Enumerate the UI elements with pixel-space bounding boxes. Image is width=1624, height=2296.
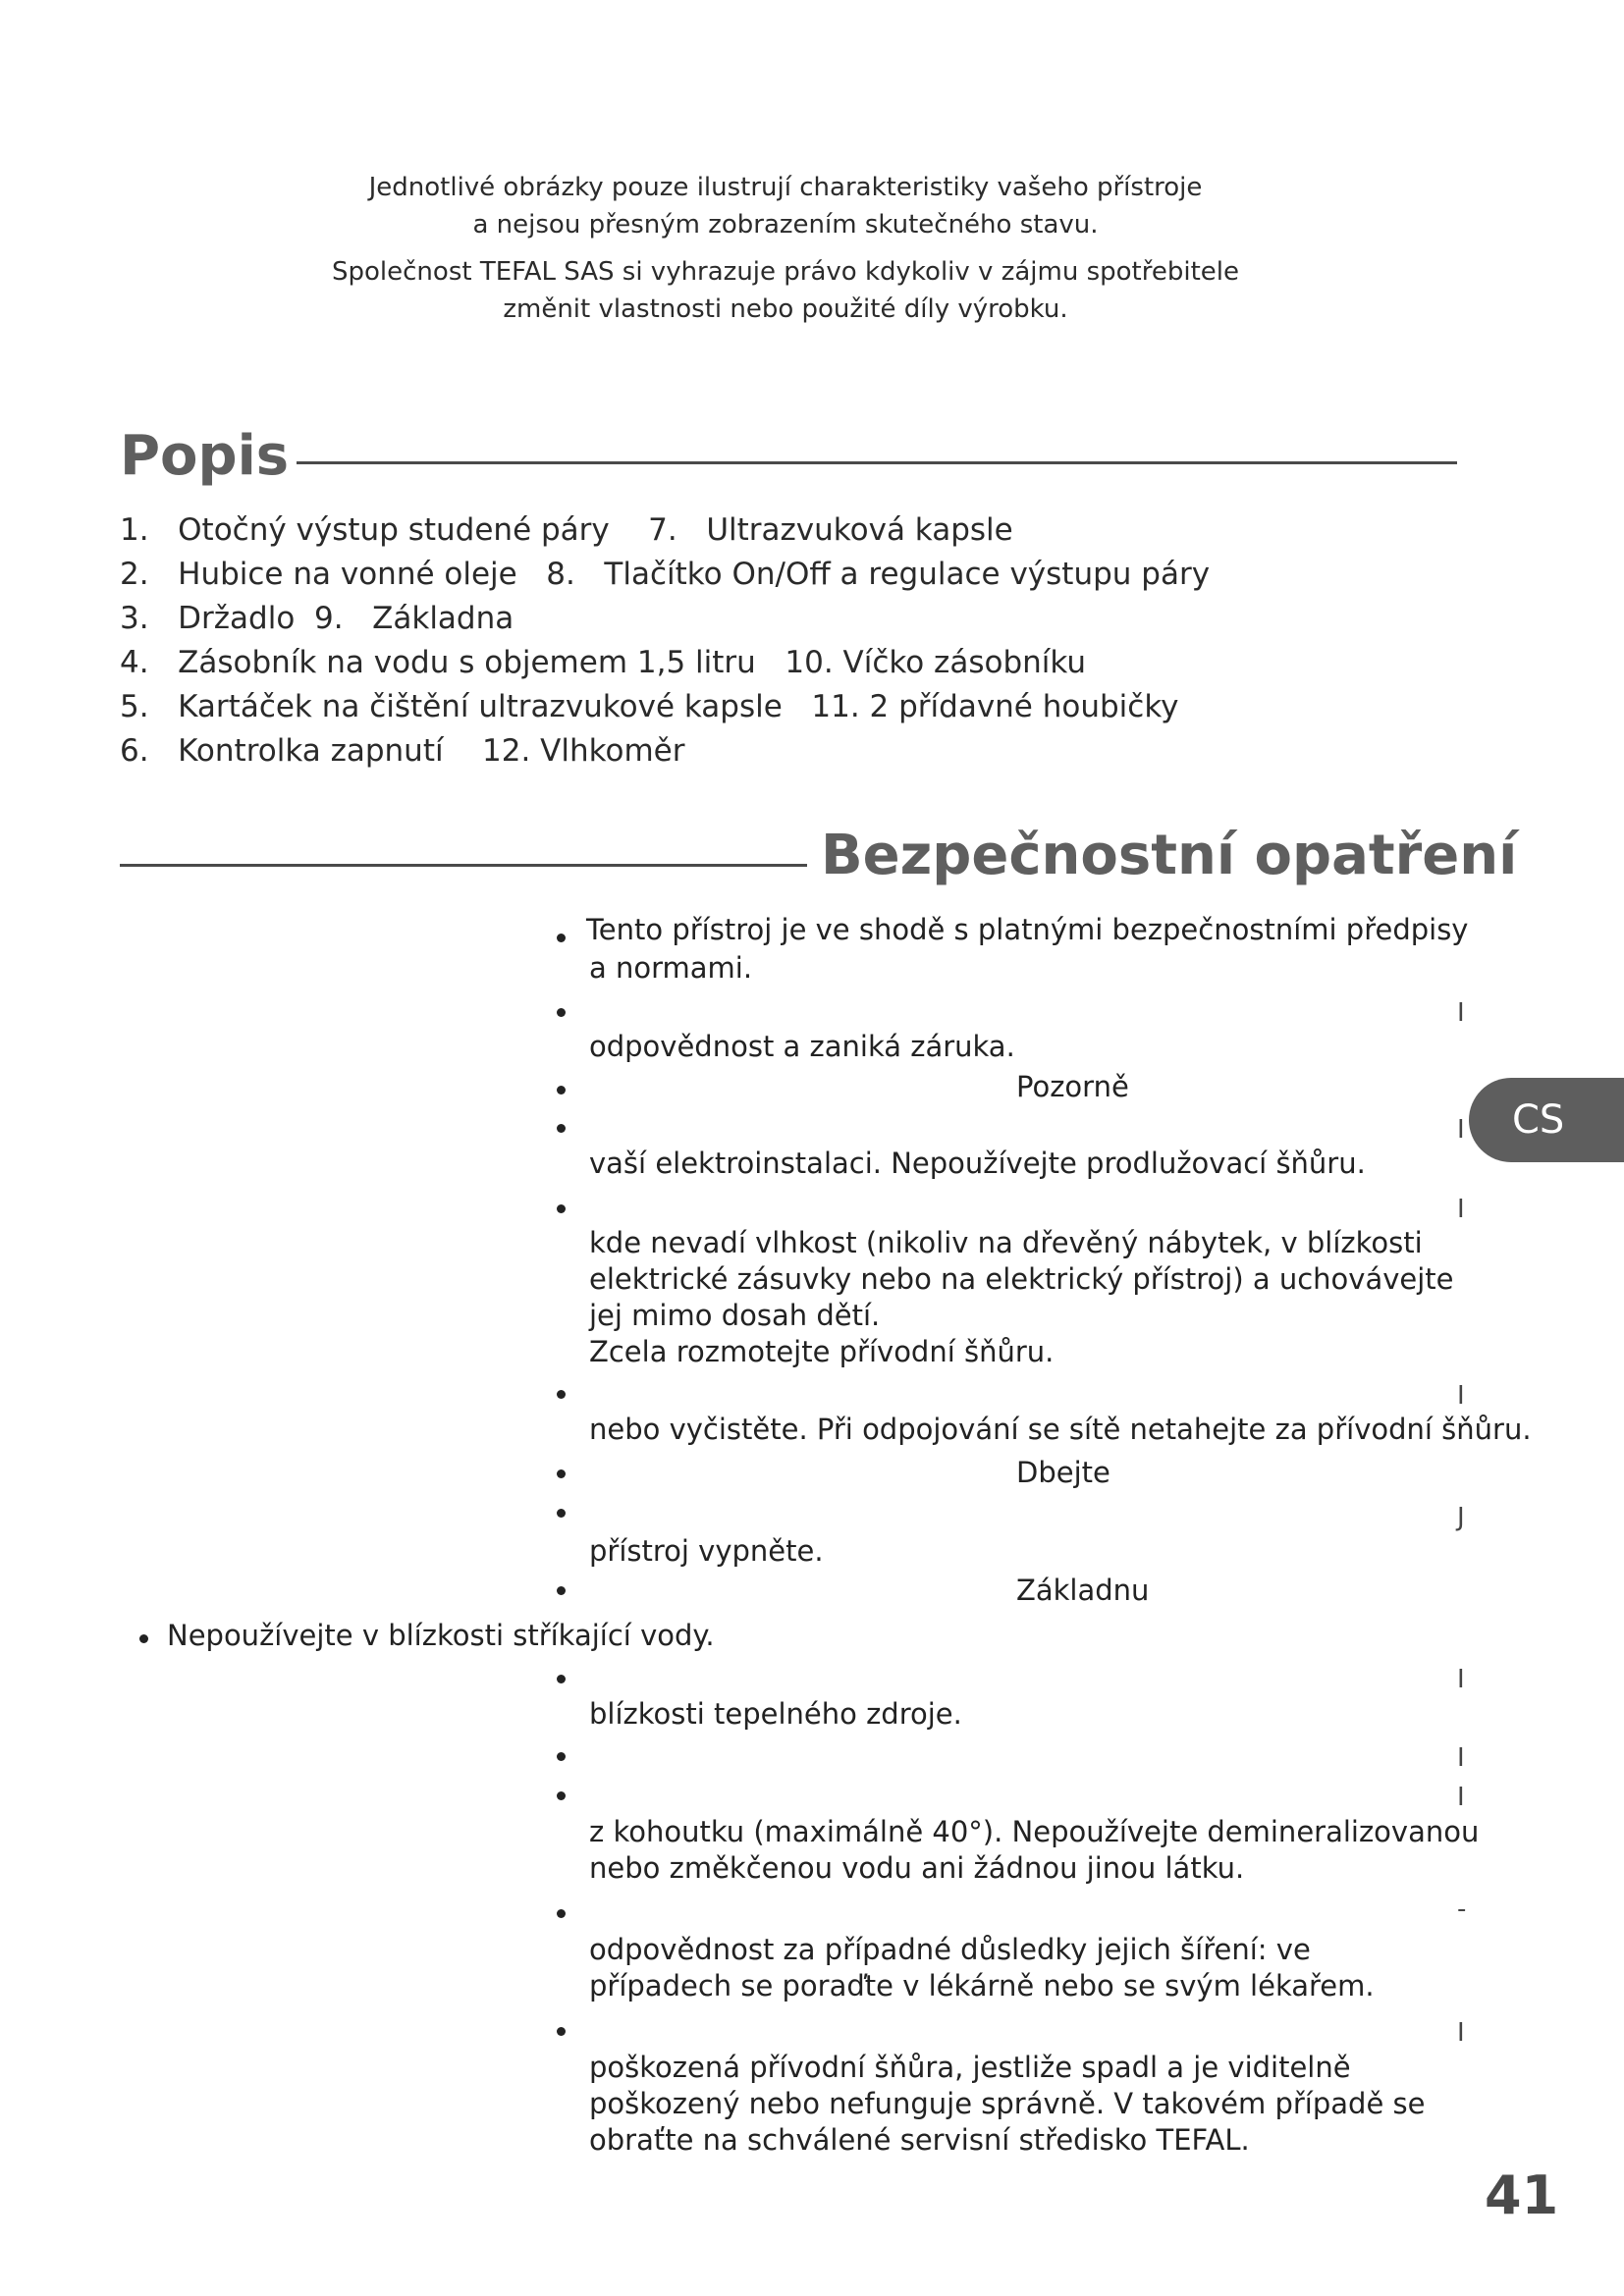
- safety-text: kde nevadí vlhkost (nikoliv na dřevěný nábytek, v blízkosti: [589, 1226, 1423, 1259]
- edge-mark: I: [1457, 1743, 1465, 1773]
- language-tab-label: CS: [1512, 1097, 1565, 1143]
- safety-text: obraťte na schválené servisní středisko TEFAL.: [589, 2123, 1250, 2157]
- edge-mark: I: [1457, 1195, 1465, 1224]
- page-number: 41: [1485, 2164, 1559, 2226]
- safety-text: Nepoužívejte v blízkosti stříkající vody.: [167, 1619, 715, 1652]
- bullet-icon: [555, 1584, 568, 1598]
- popis-divider: [297, 461, 1457, 464]
- bullet-icon: [555, 1468, 568, 1481]
- safety-text: z kohoutku (maximálně 40°). Nepoužívejte demineralizovanou: [589, 1815, 1480, 1848]
- safety-text: Tento přístroj je ve shodě s platnými bezpečnostními předpisy: [586, 913, 1469, 946]
- bullet-icon: [555, 932, 568, 945]
- safety-text: a normami.: [589, 951, 753, 985]
- bullet-icon: [555, 1084, 568, 1097]
- bullet-icon: [555, 1507, 568, 1521]
- safety-text: případech se poraďte v lékárně nebo se svým lékařem.: [589, 1969, 1375, 2002]
- safety-text: nebo vyčistěte. Při odpojování se sítě netahejte za přívodní šňůru.: [589, 1413, 1532, 1446]
- safety-text: Dbejte: [1016, 1456, 1110, 1489]
- intro-line-2: a nejsou přesným zobrazením skutečného stavu.: [472, 210, 1099, 240]
- safety-text: odpovědnost za případné důsledky jejich šíření: ve: [589, 1933, 1311, 1966]
- bullet-icon: [555, 1789, 568, 1803]
- edge-mark: I: [1457, 1115, 1465, 1145]
- safety-text: odpovědnost a zaniká záruka.: [589, 1030, 1015, 1063]
- description-item: 1. Otočný výstup studené páry 7. Ultrazvuková kapsle: [120, 512, 1013, 548]
- bullet-icon: [555, 2025, 568, 2039]
- bullet-icon: [555, 1907, 568, 1921]
- description-item: 3. Držadlo 9. Základna: [120, 601, 514, 636]
- bullet-icon: [555, 1202, 568, 1216]
- safety-text: blízkosti tepelného zdroje.: [589, 1697, 962, 1731]
- intro-line-1: Jednotlivé obrázky pouze ilustrují charakteristiky vašeho přístroje: [368, 173, 1203, 202]
- edge-mark: I: [1457, 2018, 1465, 2048]
- safety-text: Základnu: [1016, 1574, 1150, 1607]
- bullet-icon: [555, 1388, 568, 1402]
- safety-text: poškozená přívodní šňůra, jestliže spadl a je viditelně: [589, 2051, 1351, 2084]
- bullet-icon: [137, 1632, 151, 1646]
- edge-mark: J: [1457, 1503, 1465, 1532]
- bullet-icon: [555, 1122, 568, 1136]
- safety-text: jej mimo dosah dětí.: [589, 1299, 881, 1332]
- edge-mark: I: [1457, 1783, 1465, 1812]
- description-item: 5. Kartáček na čištění ultrazvukové kapsle 11. 2 přídavné houbičky: [120, 689, 1179, 724]
- intro-line-3: Společnost TEFAL SAS si vyhrazuje právo kdykoliv v zájmu spotřebitele: [332, 257, 1239, 287]
- safety-text: Pozorně: [1016, 1070, 1129, 1103]
- description-item: 2. Hubice na vonné oleje 8. Tlačítko On/Off a regulace výstupu páry: [120, 557, 1211, 592]
- edge-mark: I: [1457, 998, 1465, 1028]
- safety-text: elektrické zásuvky nebo na elektrický přístroj) a uchovávejte: [589, 1262, 1454, 1296]
- safety-text: nebo změkčenou vodu ani žádnou jinou látku.: [589, 1851, 1245, 1885]
- bullet-icon: [555, 1750, 568, 1764]
- safety-text: poškozený nebo nefunguje správně. V takovém případě se: [589, 2087, 1426, 2120]
- popis-heading: Popis: [120, 424, 290, 488]
- safety-divider: [120, 864, 807, 867]
- safety-text: přístroj vypněte.: [589, 1534, 824, 1568]
- safety-text: vaší elektroinstalaci. Nepoužívejte prodlužovací šňůru.: [589, 1147, 1366, 1180]
- bullet-icon: [555, 1006, 568, 1020]
- description-item: 6. Kontrolka zapnutí 12. Vlhkoměr: [120, 733, 685, 769]
- edge-mark: I: [1457, 1381, 1465, 1411]
- safety-text: Zcela rozmotejte přívodní šňůru.: [589, 1335, 1055, 1368]
- edge-mark: -: [1457, 1895, 1467, 1924]
- description-item: 4. Zásobník na vodu s objemem 1,5 litru 10. Víčko zásobníku: [120, 645, 1087, 680]
- edge-mark: I: [1457, 1665, 1465, 1694]
- safety-heading: Bezpečnostní opatření: [821, 824, 1518, 887]
- intro-line-4: změnit vlastnosti nebo použité díly výrobku.: [503, 294, 1068, 324]
- bullet-icon: [555, 1673, 568, 1686]
